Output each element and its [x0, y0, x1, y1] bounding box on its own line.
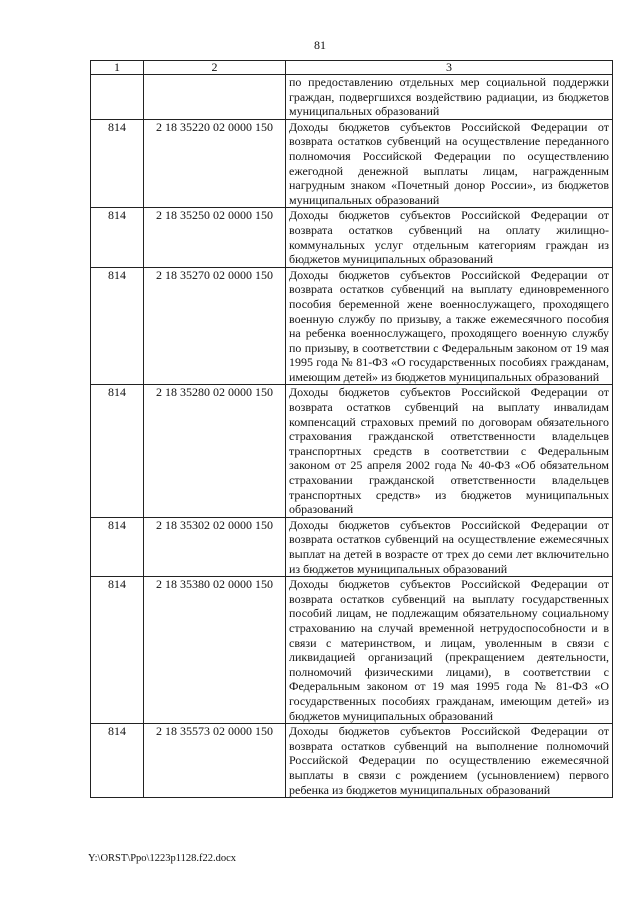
- continuation-admin-cell: [91, 75, 144, 120]
- budget-code-cell: 2 18 35220 02 0000 150: [144, 119, 286, 208]
- description-cell: Доходы бюджетов субъектов Российской Федерации от возврата остатков субвенций на выплату инвалидам компенсаций страховых премий по договорам обязательного страхования гражданской ответственности владельцев транспортных средств в соответствии с Федеральным законом от 25 апреля 2002 года № 40-ФЗ «Об обязательном страховании гражданской ответственности владельцев транспортных средств» из бюджетов муниципальных образований: [286, 385, 613, 517]
- description-cell: Доходы бюджетов субъектов Российской Федерации от возврата остатков субвенций на осуществление ежемесячных выплат на детей в возрасте от трех до семи лет включительно из бюджетов муниципальных образований: [286, 517, 613, 576]
- table-row: [91, 517, 613, 576]
- header-col-2: 2: [144, 61, 286, 75]
- table-row: [91, 724, 613, 798]
- admin-code-cell: 814: [91, 517, 144, 576]
- admin-code-cell: 814: [91, 385, 144, 517]
- file-path-footer: Y:\ORST\Ppo\1223p1128.f22.docx: [88, 853, 236, 864]
- budget-code-cell: 2 18 35573 02 0000 150: [144, 724, 286, 798]
- table-row: [91, 208, 613, 267]
- description-cell: Доходы бюджетов субъектов Российской Федерации от возврата остатков субвенций на выплату единовременного пособия беременной жене военнослужащего, проходящего военную службу по призыву, а также ежемесячного пособия на ребенка военнослужащего, проходящего военную службу по призыву, в соответствии с Федеральным законом от 19 мая 1995 года № 81-ФЗ «О государственных пособиях гражданам, имеющим детей» из бюджетов муниципальных образований: [286, 267, 613, 385]
- budget-revenue-table: [90, 60, 613, 798]
- table-row: [91, 385, 613, 517]
- continuation-code-cell: [144, 75, 286, 120]
- header-col-3: 3: [286, 61, 613, 75]
- admin-code-cell: 814: [91, 267, 144, 385]
- description-cell: Доходы бюджетов субъектов Российской Федерации от возврата остатков субвенций на оплату жилищно-коммунальных услуг отдельным категориям граждан из бюджетов муниципальных образований: [286, 208, 613, 267]
- admin-code-cell: 814: [91, 724, 144, 798]
- admin-code-cell: 814: [91, 119, 144, 208]
- description-cell: Доходы бюджетов субъектов Российской Федерации от возврата остатков субвенций на выплату государственных пособий лицам, не подлежащим обязательному социальному страхованию на случай временной нетрудоспособности и в связи с материнством, и лицам, уволенным в связи с ликвидацией организаций (прекращением деятельности, полномочий физическими лицами), в соответствии с Федеральным законом от 19 мая 1995 года № 81-ФЗ «О государственных пособиях гражданам, имеющим детей» из бюджетов муниципальных образований: [286, 577, 613, 724]
- continuation-text-cell: по предоставлению отдельных мер социальной поддержки граждан, подвергшихся воздействию радиации, из бюджетов муниципальных образований: [286, 75, 613, 120]
- description-cell: Доходы бюджетов субъектов Российской Федерации от возврата остатков субвенций на осуществление переданного полномочия Российской Федерации по осуществлению ежегодной денежной выплаты лицам, награжденным нагрудным знаком «Почетный донор России», из бюджетов муниципальных образований: [286, 119, 613, 208]
- description-cell: Доходы бюджетов субъектов Российской Федерации от возврата остатков субвенций на выполнение полномочий Российской Федерации по осуществлению ежемесячной выплаты в связи с рождением (усыновлением) первого ребенка из бюджетов муниципальных образований: [286, 724, 613, 798]
- page-number: 81: [314, 38, 326, 52]
- budget-code-cell: 2 18 35270 02 0000 150: [144, 267, 286, 385]
- budget-code-cell: 2 18 35280 02 0000 150: [144, 385, 286, 517]
- header-col-1: 1: [91, 61, 144, 75]
- budget-code-cell: 2 18 35302 02 0000 150: [144, 517, 286, 576]
- budget-code-cell: 2 18 35250 02 0000 150: [144, 208, 286, 267]
- admin-code-cell: 814: [91, 208, 144, 267]
- continuation-row: [91, 75, 613, 120]
- table-row: [91, 267, 613, 385]
- budget-code-cell: 2 18 35380 02 0000 150: [144, 577, 286, 724]
- table-header-row: [91, 61, 613, 75]
- admin-code-cell: 814: [91, 577, 144, 724]
- table-row: [91, 119, 613, 208]
- table-row: [91, 577, 613, 724]
